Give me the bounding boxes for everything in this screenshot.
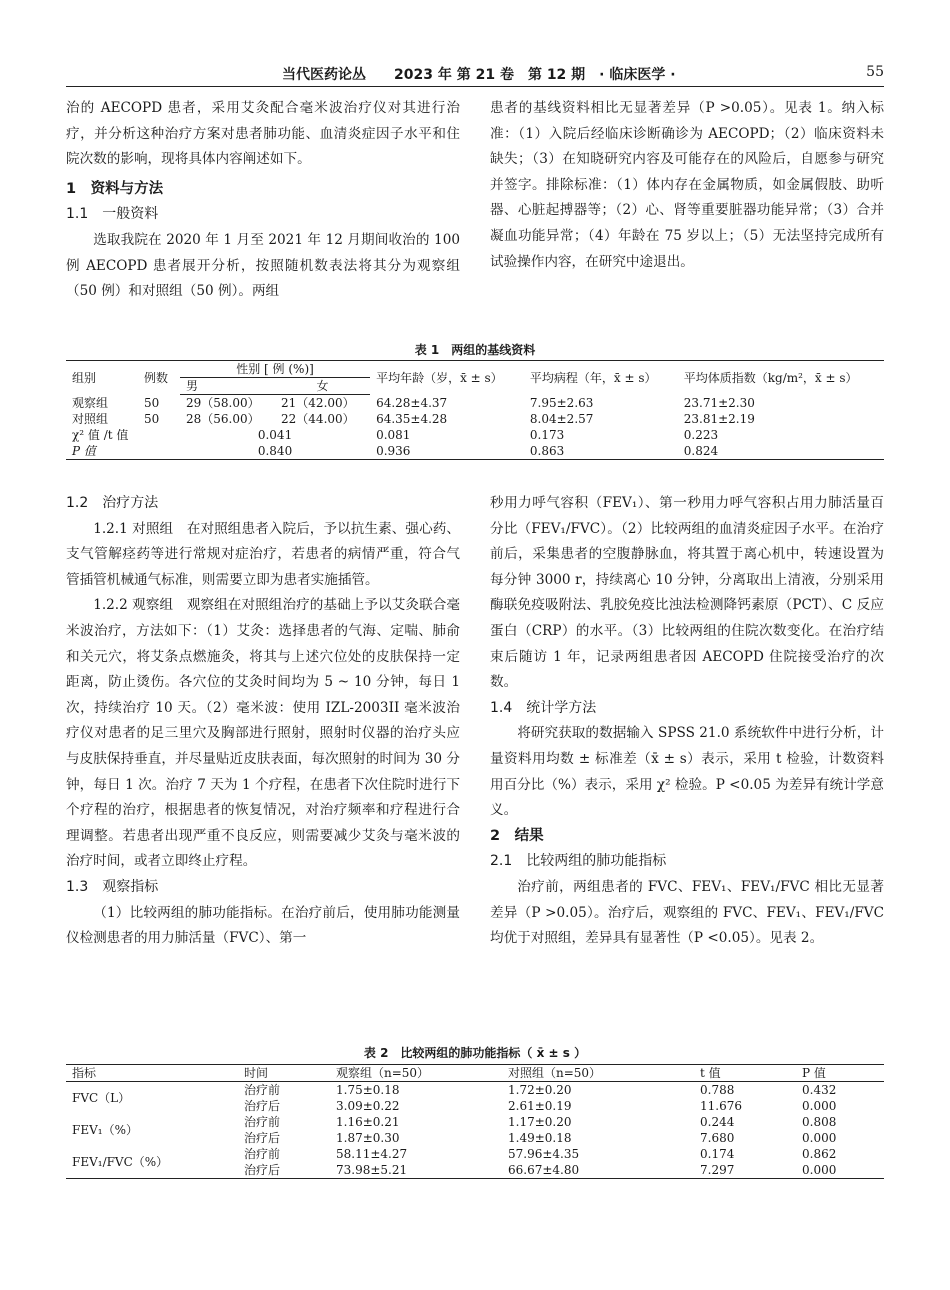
t2-index-cell: FEV₁/FVC（%）: [66, 1146, 238, 1179]
subsection-heading-2-1: 2.1 比较两组的肺功能指标: [490, 853, 667, 870]
paragraph-1-4: 将研究获取的数据输入 SPSS 21.0 系统软件中进行分析，计量资料用均数 ± 标准差（x̄ ± s）表示，采用 t 检验，计数资料用百分比（%）表示，采用 χ² 检验。P <0.05 为差异有统计学意义。: [490, 725, 884, 819]
subsection-heading-1-1: 1.1 一般资料: [66, 206, 159, 223]
t2-cell: 1.75±0.18: [336, 1083, 400, 1097]
t2-cell: 1.72±0.20: [508, 1083, 572, 1097]
t1-cell: 64.28±4.37: [376, 395, 448, 410]
t2-cell: 0.244: [700, 1115, 735, 1129]
t1-cell: 0.824: [678, 443, 884, 460]
t2-cell: 66.67±4.80: [502, 1162, 694, 1179]
t2-cell: 7.297: [694, 1162, 796, 1179]
subsection-heading-1-3: 1.3 观察指标: [66, 878, 159, 895]
table-row: [66, 1114, 884, 1130]
paragraph-1-2-1: 1.2.1 对照组 在对照组患者入院后，予以抗生素、强心药、支气管解痉药等进行常规对症治疗，若患者的病情严重，符合气管插管机械通气标准，则需要立即为患者实施插管。: [66, 520, 460, 588]
t1-cell: 23.81±2.19: [683, 412, 755, 426]
t2-header-time: 时间: [238, 1065, 330, 1082]
t2-index-cell: FVC（L）: [72, 1091, 131, 1105]
t1-header-sex: 性别 [ 例 (%)]: [180, 361, 370, 378]
t2-cell: 治疗前: [244, 1147, 281, 1161]
paragraph-criteria: 患者的基线资料相比无显著差异（P >0.05）。见表 1。纳入标准：（1）入院后经临床诊断确诊为 AECOPD；（2）临床资料未缺失；（3）在知晓研究内容及可能存在的风险后，自愿参与研究并签字。排除标准：（1）体内存在金属物质，如金属假肢、助听器、心脏起搏器等；（2）心、肾等重要脏器功能异常；（3）合并凝血功能异常；（4）年龄在 75 岁以上；（5）无法坚持完成所有试验操作内容，在研究中途退出。: [490, 100, 884, 270]
paragraph-1-2-2: 1.2.2 观察组 观察组在对照组治疗的基础上予以艾灸联合毫米波治疗，方法如下：（1）艾灸：选择患者的气海、定喘、肺俞和关元穴，将艾条点燃施灸，将其与上述穴位处的皮肤保持一定距离，防止烫伤。各穴位的艾灸时间均为 5 ~ 10 分钟，每日 1 次，持续治疗 10 天。（2）毫米波：使用 IZL-2003II 毫米波治疗仪对患者的足三里穴及胸部进行照射，照射时仪器的治疗头应与皮肤保持垂直，并尽量贴近皮肤表面，每次照射的时间为 30 分钟，每日 1 次。治疗 7 天为 1 个疗程，在患者下次住院时进行下个疗程的治疗，根据患者的恢复情况，对治疗频率和疗程进行合理调整。若患者出现严重不良反应，则需要减少艾灸与毫米波的治疗时间，或者立即终止疗程。: [66, 597, 460, 870]
t2-cell: 0.432: [802, 1083, 837, 1097]
t2-header-p: P 值: [796, 1065, 884, 1082]
t2-cell: 0.000: [802, 1131, 837, 1145]
t2-cell: 0.808: [802, 1115, 837, 1129]
t1-cell: P 值: [66, 443, 180, 460]
journal-title: 当代医药论丛 2023 年 第 21 卷 第 12 期 · 临床医学 ·: [282, 67, 676, 83]
t2-cell: 3.09±0.22: [336, 1099, 400, 1113]
t2-cell: 11.676: [700, 1099, 742, 1113]
t1-cell: 7.95±2.63: [529, 395, 594, 410]
intro-paragraph: 治的 AECOPD 患者，采用艾灸配合毫米波治疗仪对其进行治疗，并分析这种治疗方案对患者肺功能、血清炎症因子水平和住院次数的影响，现将具体内容阐述如下。: [66, 100, 460, 168]
subsection-heading-1-2: 1.2 治疗方法: [66, 495, 159, 511]
t2-index-cell: FEV₁（%）: [72, 1123, 138, 1137]
table-row: [66, 1082, 884, 1099]
t1-header-male: 男: [180, 378, 275, 395]
t2-cell: 治疗后: [244, 1131, 281, 1145]
right-column-bottom: [490, 491, 884, 952]
right-column-top: [490, 96, 884, 275]
t2-cell: 57.96±4.35: [508, 1147, 580, 1161]
t2-cell: 治疗后: [244, 1099, 281, 1113]
t2-cell: 治疗前: [244, 1083, 281, 1097]
t2-header-index: 指标: [66, 1065, 238, 1082]
t2-cell: 1.87±0.30: [336, 1131, 400, 1145]
section-heading-1: 1 资料与方法: [66, 180, 164, 197]
t2-cell: 0.174: [700, 1147, 735, 1161]
t1-cell: 50: [144, 412, 160, 426]
t2-header-ctrl: 对照组（n=50）: [502, 1065, 694, 1082]
t1-cell: 观察组: [72, 395, 109, 410]
paragraph-1-3: （1）比较两组的肺功能指标。在治疗前后，使用肺功能测量仪检测患者的用力肺活量（FVC）、第一: [66, 904, 460, 947]
t2-cell: 1.49±0.18: [508, 1131, 572, 1145]
t1-cell: 对照组: [72, 412, 109, 426]
table-row: [66, 395, 884, 412]
t1-cell: 0.223: [683, 428, 719, 442]
table-row: [66, 1146, 884, 1162]
t1-cell: 0.863: [524, 443, 678, 460]
paragraph-1-1: 选取我院在 2020 年 1 月至 2021 年 12 月期间收治的 100 例 AECOPD 患者展开分析，按照随机数表法将其分为观察组（50 例）和对照组（50 例）。两组: [66, 231, 460, 300]
t1-header-group: 组别: [66, 361, 138, 395]
t2-header-obs: 观察组（n=50）: [330, 1065, 502, 1082]
table-row: [66, 427, 884, 443]
t1-header-age: 平均年龄（岁，x̄ ± s）: [370, 361, 524, 395]
t1-header-course: 平均病程（年，x̄ ± s）: [524, 361, 678, 395]
table1-baseline: [66, 360, 884, 460]
paragraph-1-3-cont: 秒用力呼气容积（FEV₁）、第一秒用力呼气容积占用力肺活量百分比（FEV₁/FVC）。（2）比较两组的血清炎症因子水平。在治疗前后，采集患者的空腹静脉血，将其置于离心机中，转速设置为每分钟 3000 r，持续离心 10 分钟，分离取出上清液，分别采用酶联免疫吸附法、乳胶免疫比浊法检测降钙素原（PCT）、C 反应蛋白（CRP）的水平。（3）比较两组的住院次数变化。在治疗结束后随访 1 年，记录两组患者因 AECOPD 住院接受治疗的次数。: [490, 495, 884, 691]
t1-cell: 0.840: [180, 443, 370, 460]
t1-cell: 0.173: [529, 428, 565, 442]
t2-cell: 1.17±0.20: [508, 1115, 572, 1129]
t2-cell: 0.000: [796, 1162, 884, 1179]
paragraph-2-1: 治疗前，两组患者的 FVC、FEV₁、FEV₁/FVC 相比无显著差异（P >0.05）。治疗后，观察组的 FVC、FEV₁、FEV₁/FVC 均优于对照组，差异具有显著性（P <0.05）。见表 2。: [490, 878, 884, 947]
t1-cell: 23.71±2.30: [683, 395, 755, 410]
t1-cell: 0.081: [376, 428, 411, 442]
table2-lung-function: [66, 1064, 884, 1179]
t1-cell: 8.04±2.57: [529, 412, 594, 426]
subsection-heading-1-4: 1.4 统计学方法: [490, 699, 597, 716]
t2-cell: 治疗前: [244, 1115, 281, 1129]
t1-cell: 28（56.00）: [186, 412, 260, 426]
table-row: [66, 443, 884, 460]
t2-cell: 1.16±0.21: [336, 1115, 400, 1129]
t1-header-n: 例数: [138, 361, 180, 395]
t1-header-bmi: 平均体质指数（kg/m²，x̄ ± s）: [678, 361, 884, 395]
t1-cell: 64.35±4.28: [376, 412, 448, 426]
t2-cell: 58.11±4.27: [336, 1147, 408, 1161]
t1-cell: χ² 值 /t 值: [72, 428, 129, 442]
t1-cell: 50: [144, 395, 160, 410]
t1-cell: 0.041: [257, 428, 293, 442]
t1-cell: 29（58.00）: [186, 396, 260, 410]
running-header: [66, 64, 884, 87]
t2-cell: 7.680: [700, 1131, 735, 1145]
left-column-bottom: [66, 491, 460, 952]
t1-header-female: 女: [275, 378, 370, 395]
t2-cell: 0.000: [802, 1099, 837, 1113]
t1-cell: 0.936: [370, 443, 524, 460]
page-number: 55: [866, 64, 884, 80]
t1-cell: 21（42.00）: [281, 396, 355, 410]
table2-caption: 表 2 比较两组的肺功能指标（ x̄ ± s ）: [363, 1046, 587, 1060]
section-heading-2: 2 结果: [490, 827, 544, 844]
left-column-top: [66, 96, 460, 305]
t2-cell: 0.862: [802, 1147, 837, 1161]
t1-cell: 22（44.00）: [281, 412, 355, 426]
t2-cell: 73.98±5.21: [330, 1162, 502, 1179]
table1-caption: 表 1 两组的基线资料: [414, 343, 536, 357]
t2-header-t: t 值: [694, 1065, 796, 1082]
t2-cell: 治疗后: [238, 1162, 330, 1179]
table-row: [66, 411, 884, 427]
t2-cell: 2.61±0.19: [508, 1099, 572, 1113]
t2-cell: 0.788: [700, 1083, 735, 1097]
